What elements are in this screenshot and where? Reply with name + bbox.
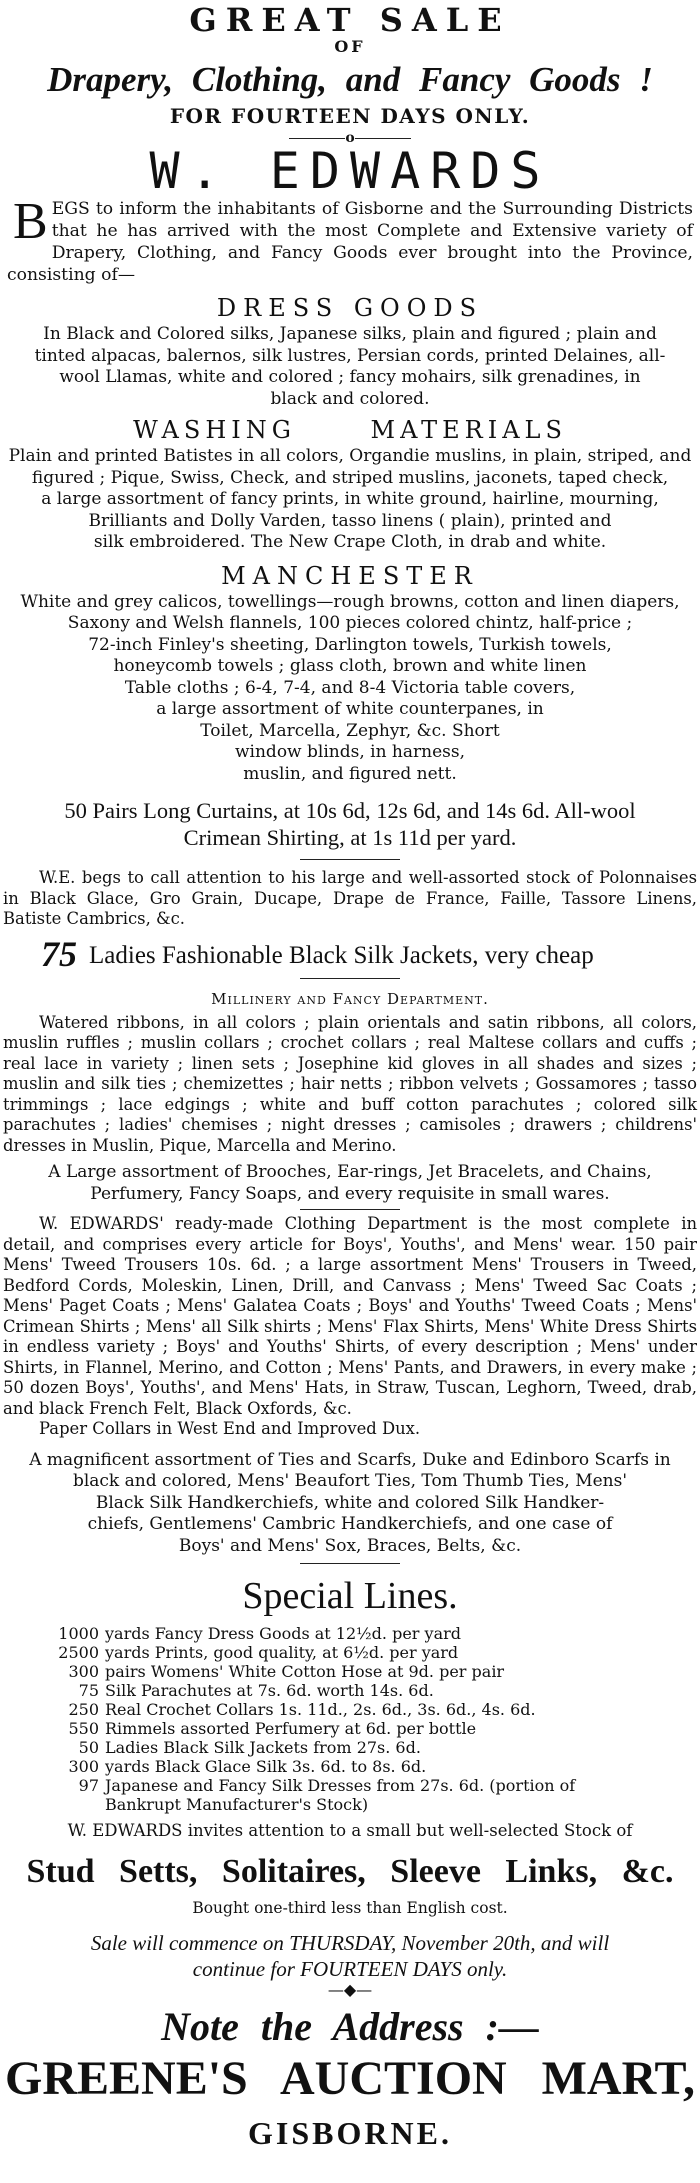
clothing-paragraph: W. EDWARDS' ready-made Clothing Department is the most complete in detail, and comprises every article for Boys', Youths', and Mens' wear. 150 pair Mens' Tweed Trousers 10s. 6d. ; a large assortment Mens' Trousers in Tweed, Bedford Cords, Moleskin, Linen, Drill, and Canvass ; Mens' Tweed Sac Coats ; Mens' Paget Coats ; Mens' Galatea Coats ; Boys' and Youths' Tweed Coats ; Mens' Crimean Shirts ; Mens' all Silk shirts ; Mens' Flax Shirts, Mens' White Dress Shirts in endless variety ; Boys' and Youths' Shirts, of every description ; Mens' under Shirts, in Flannel, Merino, and Cotton ; Mens' Pants, and Drawers, in every make ; 50 dozen Boys', Youths', and Mens' Hats, in Straw, Tuscan, Leghorn, Tweed, drab, and black French Felt, Black Oxfords, &c. <box>3 1214 697 1418</box>
divider-rule <box>300 1563 400 1564</box>
ties-line: Black Silk Handkerchiefs, white and colored Silk Handker- <box>95 1492 605 1513</box>
dress-goods-line: tinted alpacas, balernos, silk lustres, Persian cords, printed Delaines, all- <box>34 345 666 366</box>
dress-goods-line: In Black and Colored silks, Japanese silks, plain and figured ; plain and <box>43 324 657 344</box>
list-item <box>41 1757 697 1776</box>
brooches-text <box>3 1162 697 1205</box>
jackets-text: Ladies Fashionable Black Silk Jackets, very cheap <box>89 941 594 969</box>
item-quantity: 50 <box>78 1738 99 1757</box>
divider-rule <box>300 859 400 860</box>
list-item <box>41 1719 697 1738</box>
item-quantity: 300 <box>68 1662 99 1681</box>
curtains-notice <box>3 797 697 851</box>
dress-goods-heading: DRESS GOODS <box>216 294 484 322</box>
list-item <box>41 1643 697 1662</box>
commence-line: continue for FOURTEEN DAYS only. <box>192 1957 508 1981</box>
small-ornament: —◆— <box>327 1980 373 1999</box>
intro-paragraph <box>3 193 697 286</box>
brooches-line: Perfumery, Fancy Soaps, and every requisite in small wares. <box>90 1183 610 1204</box>
millinery-paragraph: Watered ribbons, in all colors ; plain orientals and satin ribbons, all colors, muslin ruffles ; muslin collars ; crochet collars ; real Maltese collars and cuffs ; real lace in variety ; linen sets ; Josephine kid gloves in all shades and sizes ; muslin and silk ties ; chemizettes ; hair netts ; ribbon velvets ; Gossamores ; tasso trimmings ; lace edgings ; white and buff cotton parachutes ; colored silk parachutes ; ladies' chemises ; night dresses ; camisoles ; drawers ; childrens' dresses in Muslin, Pique, Marcella and Merino. <box>3 1012 697 1155</box>
commence-line: Sale will commence on THURSDAY, November 20th, and will <box>90 1931 610 1955</box>
washing-materials-text <box>3 446 697 554</box>
manchester-line: Saxony and Welsh flannels, 100 pieces colored chintz, half-price ; <box>67 613 633 633</box>
list-item <box>41 1738 697 1757</box>
item-description: pairs Womens' White Cotton Hose at 9d. per pair <box>105 1662 505 1681</box>
dress-goods-line: black and colored. <box>270 388 430 409</box>
special-lines-list <box>41 1624 697 1814</box>
special-lines-heading: Special Lines. <box>242 1575 458 1617</box>
of-word: OF <box>334 37 366 56</box>
manchester-line: honeycomb towels ; glass cloth, brown and white linen <box>113 656 587 676</box>
ties-line: chiefs, Gentlemens' Cambric Handkerchiefs, and one case of <box>87 1514 613 1534</box>
polonaises-paragraph: W.E. begs to call attention to his large and well-assorted stock of Polonnaises in Black Glace, Gro Grain, Ducape, Drape de France, Faille, Tassore Linens, Batiste Cambrics, &c. <box>3 868 697 928</box>
english-cost-line: Bought one-third less than English cost. <box>192 1899 508 1917</box>
manchester-line: 72-inch Finley's sheeting, Darlington towels, Turkish towels, <box>88 634 612 655</box>
note-address-heading: Note the Address :— <box>161 2004 539 2049</box>
town-name: GISBORNE. <box>248 2115 452 2151</box>
washing-materials-heading: WASHING MATERIALS <box>133 416 567 444</box>
jackets-notice <box>3 933 697 974</box>
item-description: Japanese and Fancy Silk Dresses from 27s. 6d. (portion of Bankrupt Manufacturer's Stock) <box>105 1776 576 1814</box>
item-description: Silk Parachutes at 7s. 6d. worth 14s. 6d. <box>105 1681 434 1700</box>
divider-rule <box>300 1209 400 1210</box>
millinery-heading: Millinery and Fancy Department. <box>211 989 489 1008</box>
great-sale-heading: GREAT SALE <box>189 1 511 39</box>
curtains-line: Crimean Shirting, at 1s 11d per yard. <box>183 825 517 850</box>
list-item <box>41 1700 697 1719</box>
washing-line: a large assortment of fancy prints, in white ground, hairline, mourning, <box>41 489 659 509</box>
washing-line: Brilliants and Dolly Varden, tasso linens ( plain), printed and <box>88 510 612 531</box>
manchester-line: a large assortment of white counterpanes, in <box>156 699 544 719</box>
item-quantity: 1000 <box>58 1624 99 1643</box>
manchester-line: window blinds, in harness, <box>235 742 465 762</box>
manchester-line: Table cloths ; 6-4, 7-4, and 8-4 Victoria table covers, <box>124 677 576 698</box>
ties-line: A magnificent assortment of Ties and Scarfs, Duke and Edinboro Scarfs in <box>29 1449 671 1470</box>
manchester-line: muslin, and figured nett. <box>243 763 457 784</box>
washing-line: Plain and printed Batistes in all colors, Organdie muslins, in plain, striped, and <box>8 446 692 466</box>
list-item <box>41 1776 697 1814</box>
divider-rule <box>300 978 400 979</box>
ties-text <box>3 1450 697 1558</box>
manchester-line: Toilet, Marcella, Zephyr, &c. Short <box>200 720 500 741</box>
brooches-line: A Large assortment of Brooches, Ear-rings, Jet Bracelets, and Chains, <box>48 1162 652 1182</box>
stud-setts-heading: Stud Setts, Solitaires, Sleeve Links, &c. <box>26 1853 674 1890</box>
jackets-count: 75 <box>41 933 77 974</box>
stud-invite-line: W. EDWARDS invites attention to a small but well-selected Stock of <box>67 1821 633 1840</box>
item-quantity: 97 <box>78 1776 99 1795</box>
curtains-line: 50 Pairs Long Curtains, at 10s 6d, 12s 6d, and 14s 6d. All-wool <box>64 798 636 823</box>
item-description: yards Fancy Dress Goods at 12½d. per yard <box>105 1624 461 1643</box>
item-description: Real Crochet Collars 1s. 11d., 2s. 6d., 3s. 6d., 4s. 6d. <box>105 1700 536 1719</box>
drapery-heading: Drapery, Clothing, and Fancy Goods ! <box>47 60 653 99</box>
item-description: Rimmels assorted Perfumery at 6d. per bottle <box>105 1719 477 1738</box>
merchant-name: W. EDWARDS <box>149 142 551 200</box>
manchester-text <box>3 592 697 786</box>
list-item <box>41 1624 697 1643</box>
dress-goods-line: wool Llamas, white and colored ; fancy mohairs, silk grenadines, in <box>59 367 641 387</box>
paper-collars-line: Paper Collars in West End and Improved Dux. <box>39 1419 421 1438</box>
item-quantity: 250 <box>68 1700 99 1719</box>
item-description: yards Black Glace Silk 3s. 6d. to 8s. 6d. <box>105 1757 427 1776</box>
auction-mart-name: GREENE'S AUCTION MART, <box>5 2052 695 2105</box>
item-quantity: 550 <box>68 1719 99 1738</box>
commence-notice <box>3 1930 697 1982</box>
item-description: yards Prints, good quality, at 6½d. per yard <box>105 1643 459 1662</box>
manchester-heading: MANCHESTER <box>221 561 479 590</box>
item-quantity: 300 <box>68 1757 99 1776</box>
item-quantity: 2500 <box>58 1643 99 1662</box>
manchester-line: White and grey calicos, towellings—rough browns, cotton and linen diapers, <box>20 591 680 612</box>
washing-line: figured ; Pique, Swiss, Check, and striped muslins, jaconets, taped check, <box>31 467 669 488</box>
list-item <box>41 1662 697 1681</box>
fourteen-days-heading: FOR FOURTEEN DAYS ONLY. <box>169 104 531 128</box>
list-item <box>41 1681 697 1700</box>
washing-line: silk embroidered. The New Crape Cloth, in drab and white. <box>93 532 607 552</box>
ties-line: Boys' and Mens' Sox, Braces, Belts, &c. <box>178 1535 522 1556</box>
item-quantity: 75 <box>78 1681 99 1700</box>
intro-text: EGS to inform the inhabitants of Gisborne and the Surrounding Districts that he has arrived with the most Complete and Extensive variety of Drapery, Clothing, and Fancy Goods ever brought into the Province, consisting of— <box>7 199 693 285</box>
ornament-mark: o <box>345 130 355 146</box>
ties-line: black and colored, Mens' Beaufort Ties, Tom Thumb Ties, Mens' <box>72 1471 628 1491</box>
item-description: Ladies Black Silk Jackets from 27s. 6d. <box>105 1738 421 1757</box>
intro-dropcap: B <box>13 193 48 250</box>
dress-goods-text <box>3 324 697 410</box>
